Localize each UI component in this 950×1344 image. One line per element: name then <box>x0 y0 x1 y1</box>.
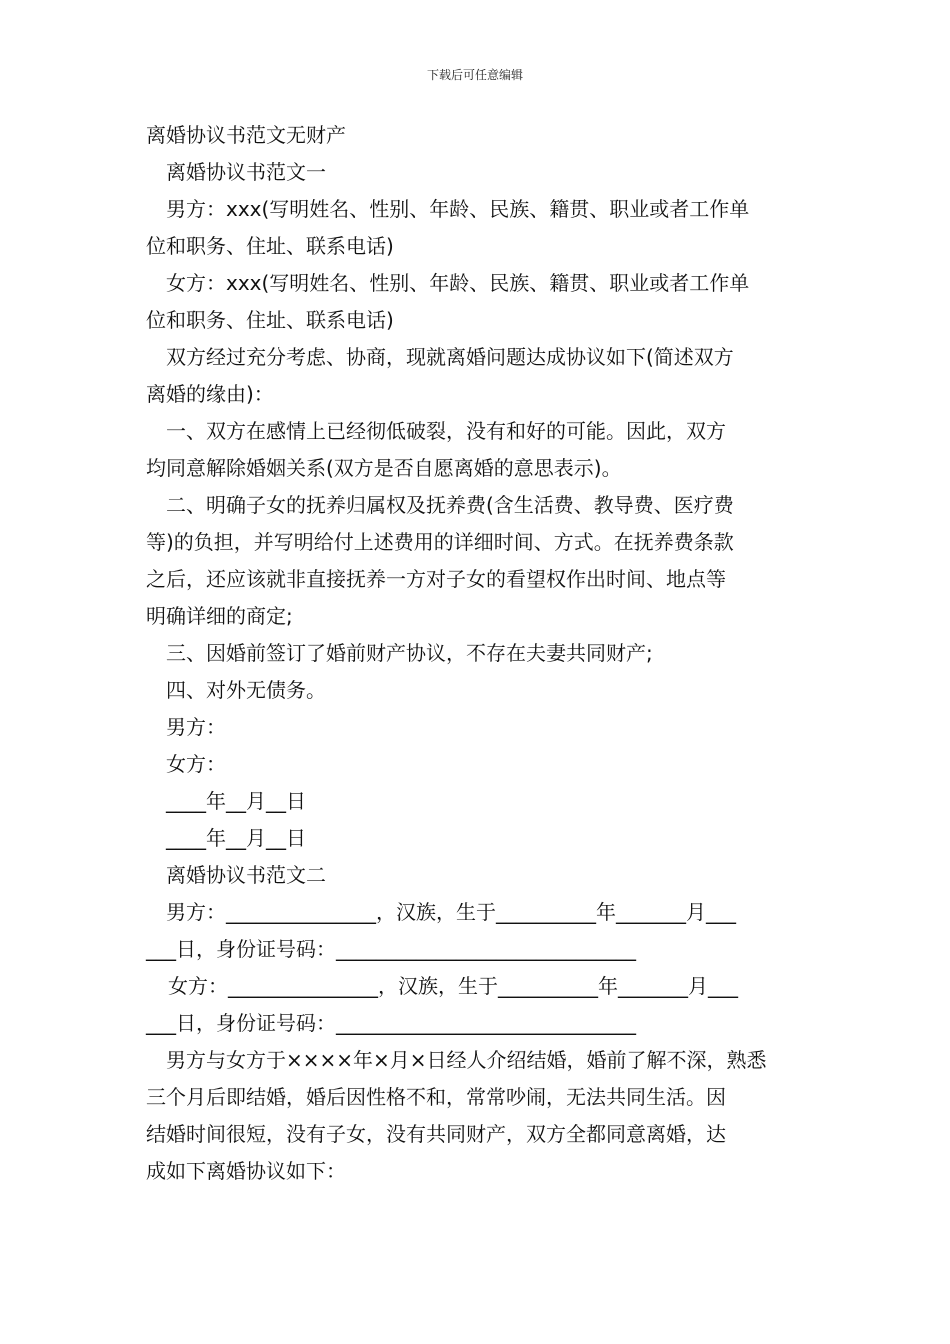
s2-paragraph-line3: 结婚时间很短，没有子女，没有共同财产，双方全都同意离婚，达 <box>146 1122 726 1146</box>
sample2-title: 离婚协议书范文二 <box>166 863 326 887</box>
s2-paragraph-line1: 男方与女方于××××年×月×日经人介绍结婚，婚前了解不深，熟悉 <box>166 1048 767 1072</box>
signature-date2: ____年__月__日 <box>166 826 306 850</box>
item3: 三、因婚前签订了婚前财产协议，不存在夫妻共同财产; <box>166 641 653 665</box>
signature-date1: ____年__月__日 <box>166 789 306 813</box>
s2-paragraph-line4: 成如下离婚协议如下： <box>146 1159 346 1183</box>
item4: 四、对外无债务。 <box>166 678 326 702</box>
man-info-line2: 位和职务、住址、联系电话) <box>146 234 394 258</box>
signature-man: 男方： <box>166 715 226 739</box>
s2-woman-line1: 女方：_______________，汉族，生于__________年_______月___ <box>168 974 738 998</box>
s2-man-line1: 男方：_______________，汉族，生于__________年_______月___ <box>166 900 736 924</box>
s2-man-line2: ___日，身份证号码：______________________________ <box>146 937 636 961</box>
item2-line4: 明确详细的商定; <box>146 604 293 628</box>
item2-line3: 之后，还应该就非直接抚养一方对子女的看望权作出时间、地点等 <box>146 567 726 591</box>
man-info-line1: 男方：xxx(写明姓名、性别、年龄、民族、籍贯、职业或者工作单 <box>166 197 750 221</box>
item1-line1: 一、双方在感情上已经彻低破裂，没有和好的可能。因此，双方 <box>166 419 726 443</box>
document-body <box>146 117 806 1190</box>
signature-woman: 女方： <box>166 752 226 776</box>
item2-line1: 二、明确子女的抚养归属权及抚养费(含生活费、教导费、医疗费 <box>166 493 734 517</box>
sample1-title: 离婚协议书范文一 <box>166 160 326 184</box>
woman-info-line1: 女方：xxx(写明姓名、性别、年龄、民族、籍贯、职业或者工作单 <box>166 271 750 295</box>
item2-line2: 等)的负担，并写明给付上述费用的详细时间、方式。在抚养费条款 <box>146 530 734 554</box>
intro-line2: 离婚的缘由)： <box>146 382 274 406</box>
page-header-note: 下载后可任意编辑 <box>426 68 523 82</box>
item1-line2: 均同意解除婚姻关系(双方是否自愿离婚的意思表示)。 <box>146 456 622 480</box>
document-title: 离婚协议书范文无财产 <box>146 123 346 147</box>
intro-line1: 双方经过充分考虑、协商，现就离婚问题达成协议如下(简述双方 <box>166 345 734 369</box>
s2-woman-line2: ___日，身份证号码：______________________________ <box>146 1011 636 1035</box>
woman-info-line2: 位和职务、住址、联系电话) <box>146 308 394 332</box>
s2-paragraph-line2: 三个月后即结婚，婚后因性格不和，常常吵闹，无法共同生活。因 <box>146 1085 726 1109</box>
